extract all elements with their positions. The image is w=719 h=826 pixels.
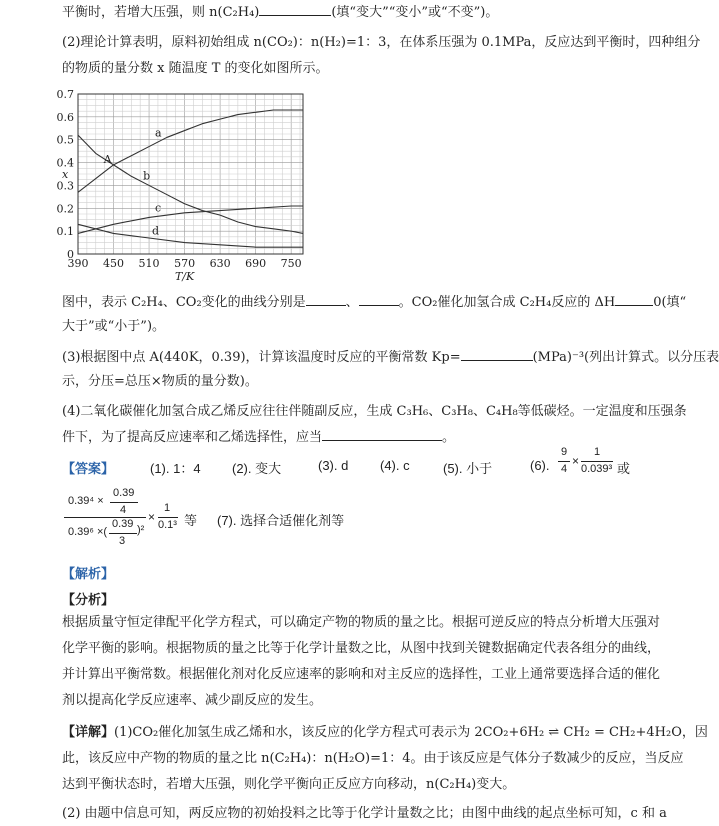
frac-3-den: 0.1³ [158,519,177,531]
detail-line-1-text: (1)CO₂催化加氢生成乙烯和水，该反应的化学方程式可表示为 2CO₂+6H₂ ⇌ CH₂ = CH₂+4H₂O，因 [114,725,708,740]
point-label-a: A [103,152,112,166]
big-den-close: )² [137,524,145,536]
big-num-left: 0.39⁴ × [68,495,104,507]
frac-2-num: 1 [594,446,601,458]
q3-line-1 [62,348,719,367]
q4-line-2 [62,428,455,447]
mole-fraction-chart [58,84,308,284]
q2-line-4: 大于”或“小于”)。 [62,319,166,334]
series-label-b: b [143,169,151,183]
y-tick-label: 0 [67,248,74,261]
analysis-tag: 【解析】 [62,566,115,581]
answer-blank-5 [461,348,533,361]
separator: 、 [345,295,359,310]
big-num-frac-den: 4 [120,504,127,516]
y-tick-label: 0.5 [56,133,74,147]
answer-3: (3). d [318,458,349,473]
frac-2-bar [581,461,613,462]
frac-2-den: 0.039³ [581,463,613,475]
fenxi-line-3: 并计算出平衡常数。根据催化剂对化反应速率的影响和对主反应的选择性，工业上通常要选择合适的催化 [62,667,661,682]
x-tick-label: 630 [209,257,231,270]
fenxi-line-4: 剂以提高化学反应速率、减少副反应的发生。 [62,693,323,708]
frac-3-bar [158,517,178,518]
q1-tail: (填“变大”“变小”或“不变”)。 [331,5,499,20]
y-tick-label: 0.2 [56,202,74,216]
answer-blank-3 [359,293,399,306]
q2-line-3-text-c: 0(填“ [653,295,687,310]
frac-1-num: 9 [561,446,568,458]
answer-blank-6 [322,428,442,441]
series-line-d [78,224,303,247]
q4-line-1: (4)二氧化碳催化加氢合成乙烯反应往往伴随副反应，生成 C₃H₆、C₃H₈、C₄H₈等低碳烃。一定温度和压强条 [62,404,687,419]
series-label-c: c [154,201,162,215]
x-axis-label: T/K [174,270,195,283]
q3-text-b: (MPa)⁻³(列出计算式。以分压表 [532,350,719,365]
big-den-left: 0.39⁶ ×( [68,526,108,538]
answer-blank-4 [615,293,653,306]
y-tick-label: 0.4 [56,156,74,170]
fenxi-line-2: 化学平衡的影响。根据物质的量之比等于化学计量数之比，从图中找到关键数据确定代表各组分的曲线， [62,641,661,656]
series-label-a: a [154,126,162,140]
or-text: 或 [617,461,631,476]
times-2: × [148,510,156,524]
fenxi-line-1: 根据质量守恒定律配平化学方程式，可以确定产物的物质的量之比。根据可逆反应的特点分析增大压强对 [62,615,661,630]
big-frac-bar [64,517,146,518]
big-num-frac-num: 0.39 [113,487,135,499]
q2-line-2: 的物质的量分数 x 随温度 T 的变化如图所示。 [62,61,329,76]
big-den-frac-bar [109,533,137,534]
times-1: × [572,454,580,468]
y-tick-label: 0.7 [56,88,74,101]
series-line-b [78,135,303,233]
frac-1-den: 4 [561,463,568,475]
answer-4: (4). c [380,458,410,473]
answer-1: (1). 1：4 [150,461,201,476]
q1-line [62,3,498,22]
answer-7: (7). 选择合适催化剂等 [217,513,345,528]
x-tick-label: 750 [280,257,302,270]
answer-2: (2). 变大 [232,461,282,476]
detail-line-3: 达到平衡状态时，若增大压强，则化学平衡向正反应方向移动，n(C₂H₄)变大。 [62,777,516,792]
detail-line-2: 此，该反应中产物的物质的量之比 n(C₂H₄)：n(H₂O)=1：4。由于该反应是气体分子数减少的反应，当反应 [62,751,684,766]
y-axis-label: x [62,168,69,181]
x-tick-label: 570 [174,257,196,270]
q2-line-1: (2)理论计算表明，原料初始组成 n(CO₂)：n(H₂)=1：3，在体系压强为 0.1MPa，反应达到平衡时，四种组分 [62,35,701,50]
answer-blank-2 [306,293,346,306]
detail-line-1 [62,724,708,742]
y-tick-label: 0.1 [56,225,74,239]
y-tick-label: 0.3 [56,179,74,193]
q3-line-2: 示，分压=总压×物质的量分数)。 [62,374,258,389]
q4-text: 件下，为了提高反应速率和乙烯选择性，应当 [62,430,323,445]
x-tick-label: 510 [138,257,160,270]
q2-line-3 [62,293,686,312]
q1-text: 平衡时，若增大压强，则 n(C₂H₄) [62,5,260,20]
frac-3-num: 1 [164,502,171,514]
answer-blank-1 [259,3,331,16]
big-den-frac-num: 0.39 [112,518,134,530]
detail-tag: 【详解】 [62,725,115,740]
y-tick-label: 0.6 [56,110,74,124]
answer-tag: 【答案】 [62,461,115,476]
q2-line-3-text-b: 。CO₂催化加氢合成 C₂H₄反应的 ΔH [398,295,616,310]
x-tick-label: 450 [103,257,125,270]
q2-line-3-text: 图中，表示 C₂H₄、CO₂变化的曲线分别是 [62,295,306,310]
deng-text: 等 [184,513,198,528]
q4-end: 。 [442,430,456,445]
x-tick-label: 690 [245,257,267,270]
answer-6: (6). [530,458,550,473]
frac-1-bar [558,461,570,462]
fenxi-tag: 【分析】 [62,592,115,607]
x-tick-label: 390 [67,257,89,270]
big-num-frac-bar [110,502,138,503]
q3-text: (3)根据图中点 A(440K，0.39)，计算该温度时反应的平衡常数 Kp= [62,350,461,365]
detail-line-4: (2) 由题中信息可知，两反应物的初始投料之比等于化学计量数之比；由图中曲线的起点坐标可知，c 和 a [62,806,667,821]
big-den-frac-den: 3 [119,535,126,547]
answer-5: (5). 小于 [443,461,493,476]
series-label-d: d [152,224,160,238]
